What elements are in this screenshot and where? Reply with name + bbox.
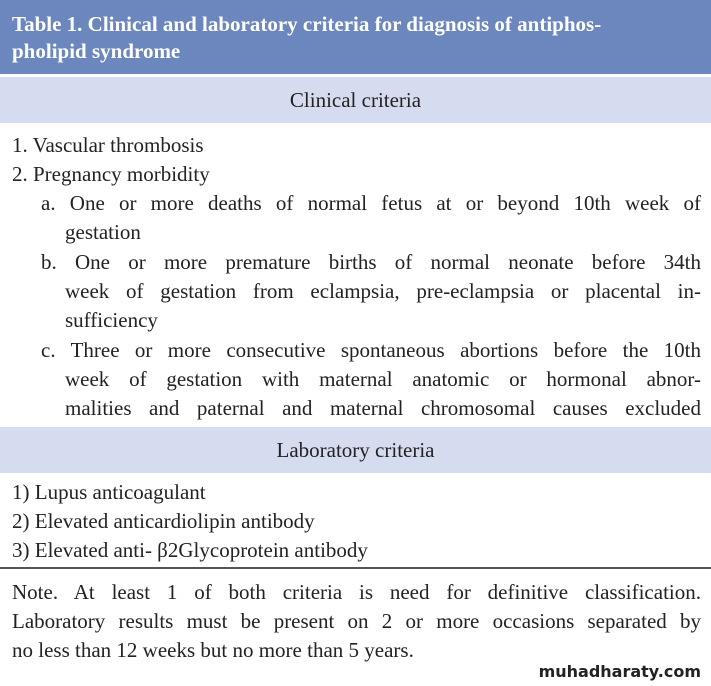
- note-line: no less than 12 weeks but no more than 5 years.: [12, 638, 414, 662]
- clinical-subitem: c. Three or more consecutive spontaneous abortions before the 10th: [41, 338, 701, 362]
- clinical-item: 1. Vascular thrombosis: [12, 133, 204, 157]
- clinical-subitem-cont: sufficiency: [65, 308, 158, 332]
- note-line: Note. At least 1 of both criteria is need for definitive classification.: [12, 580, 701, 604]
- clinical-criteria-header: Clinical criteria: [0, 77, 711, 123]
- title-line: Table 1. Clinical and laboratory criteria for diagnosis of antiphos-: [12, 12, 602, 36]
- clinical-subitem-cont: week of gestation with maternal anatomic or hormonal abnor-: [65, 367, 701, 391]
- title-line: pholipid syndrome: [12, 39, 181, 63]
- clinical-subitem-cont: gestation: [65, 220, 141, 244]
- clinical-subitem: b. One or more premature births of normal neonate before 34th: [41, 250, 701, 274]
- watermark: muhadharaty.com: [538, 662, 701, 681]
- note-line: Laboratory results must be present on 2 or more occasions separated by: [12, 609, 701, 633]
- laboratory-item: 2) Elevated anticardiolipin antibody: [12, 509, 315, 533]
- clinical-subitem-cont: malities and paternal and maternal chromosomal causes excluded: [65, 396, 701, 420]
- laboratory-item: 3) Elevated anti- β2Glycoprotein antibody: [12, 538, 368, 562]
- laboratory-item: 1) Lupus anticoagulant: [12, 480, 206, 504]
- clinical-subitem: a. One or more deaths of normal fetus at or beyond 10th week of: [41, 191, 701, 215]
- laboratory-criteria-header: Laboratory criteria: [0, 427, 711, 473]
- table-title: [0, 0, 711, 74]
- clinical-item: 2. Pregnancy morbidity: [12, 162, 210, 186]
- divider: [0, 567, 711, 569]
- clinical-subitem-cont: week of gestation from eclampsia, pre-eclampsia or placental in-: [65, 279, 701, 303]
